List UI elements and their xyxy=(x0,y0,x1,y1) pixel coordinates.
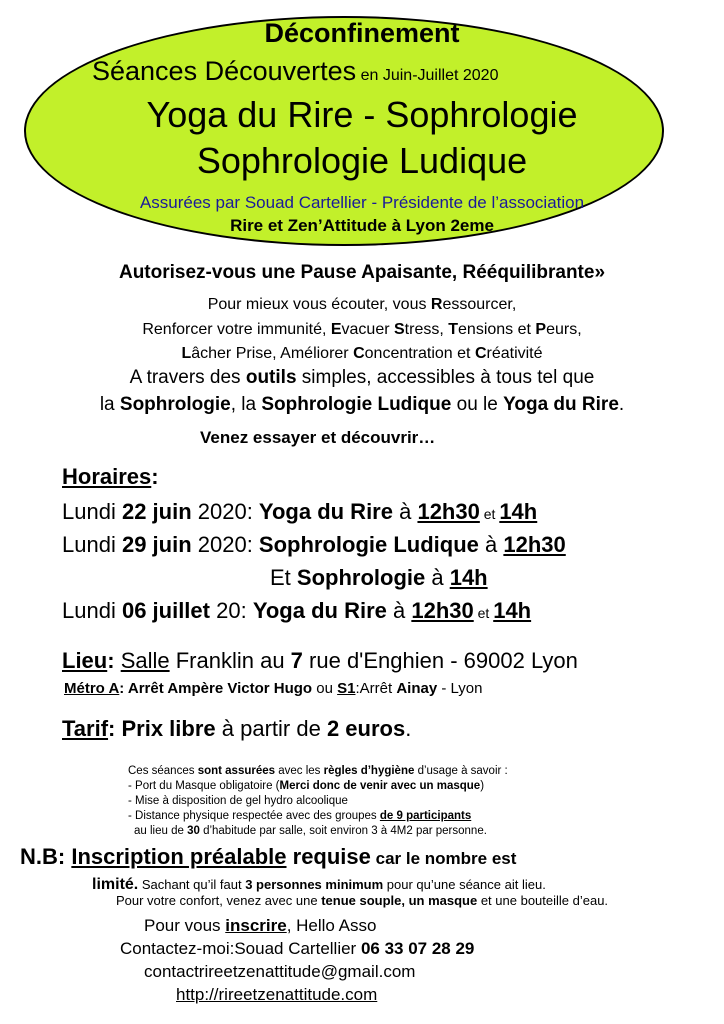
tagline: Autorisez-vous une Pause Apaisante, Rééquilibrante» xyxy=(118,262,606,283)
contact-line-2: Contactez-moi:Souad Cartellier 06 33 07 28 29 xyxy=(120,939,475,958)
program-line-1: Yoga du Rire - Sophrologie xyxy=(146,94,578,135)
title: Déconfinement xyxy=(264,18,460,48)
intro-line-1: Pour mieux vous écouter, vous Ressourcer, xyxy=(207,296,517,313)
price-line: Tarif: Prix libre à partir de 2 euros. xyxy=(62,716,412,741)
schedule-line-4: Lundi 06 juillet 20: Yoga du Rire à 12h30 et 14h xyxy=(62,598,532,623)
discovery-dates: en Juin-Juillet 2020 xyxy=(360,67,499,84)
credit-line: Assurées par Souad Cartellier - Présidente de l’association xyxy=(139,193,585,212)
contact-line-1: Pour vous inscrire, Hello Asso xyxy=(144,916,377,935)
intro-line-4: A travers des outils simples, accessibles à tous tel que xyxy=(129,367,595,388)
association-name: Rire et Zen’Attitude à Lyon 2eme xyxy=(230,216,494,235)
program-line-2: Sophrologie Ludique xyxy=(196,140,528,181)
discovery-line xyxy=(92,56,498,87)
hygiene-line-3: - Mise à disposition de gel hydro alcoolique xyxy=(128,795,348,807)
nb-line-2: limité. Sachant qu’il faut 3 personnes minimum pour qu’une séance ait lieu. xyxy=(92,876,546,893)
schedule-heading: Horaires: xyxy=(62,464,159,489)
nb-line-1: N.B: Inscription préalable requise car le nombre est xyxy=(20,844,517,869)
website-link[interactable]: http://rireetzenattitude.com xyxy=(176,985,378,1004)
nb-line-3: Pour votre confort, venez avec une tenue souple, un masque et une bouteille d’eau. xyxy=(115,893,609,908)
discovery-main: Séances Découvertes xyxy=(92,56,357,86)
transport-line: Métro A: Arrêt Ampère Victor Hugo ou S1:Arrêt Ainay - Lyon xyxy=(64,680,483,697)
schedule-line-3: Et Sophrologie à 14h xyxy=(270,565,488,590)
hygiene-line-1: Ces séances sont assurées avec les règles d’hygiène d’usage à savoir : xyxy=(128,765,508,777)
location-line: Lieu: Salle Franklin au 7 rue d'Enghien - 69002 Lyon xyxy=(62,648,578,673)
schedule-line-1: Lundi 22 juin 2020: Yoga du Rire à 12h30 et 14h xyxy=(62,499,538,524)
intro-line-3: Lâcher Prise, Améliorer Concentration et Créativité xyxy=(181,345,543,362)
hygiene-line-5: au lieu de 30 d’habitude par salle, soit environ 3 à 4M2 par personne. xyxy=(134,825,487,837)
contact-email[interactable]: contactrireetzenattitude@gmail.com xyxy=(144,962,416,981)
call-to-action: Venez essayer et découvrir… xyxy=(200,428,436,447)
hygiene-line-4: - Distance physique respectée avec des groupes de 9 participants xyxy=(128,810,472,822)
intro-line-5: la Sophrologie, la Sophrologie Ludique ou le Yoga du Rire. xyxy=(99,394,625,415)
intro-line-2: Renforcer votre immunité, Evacuer Stress, Tensions et Peurs, xyxy=(142,321,582,338)
schedule-line-2: Lundi 29 juin 2020: Sophrologie Ludique à 12h30 xyxy=(62,532,566,557)
hygiene-line-2: - Port du Masque obligatoire (Merci donc de venir avec un masque) xyxy=(128,780,485,792)
